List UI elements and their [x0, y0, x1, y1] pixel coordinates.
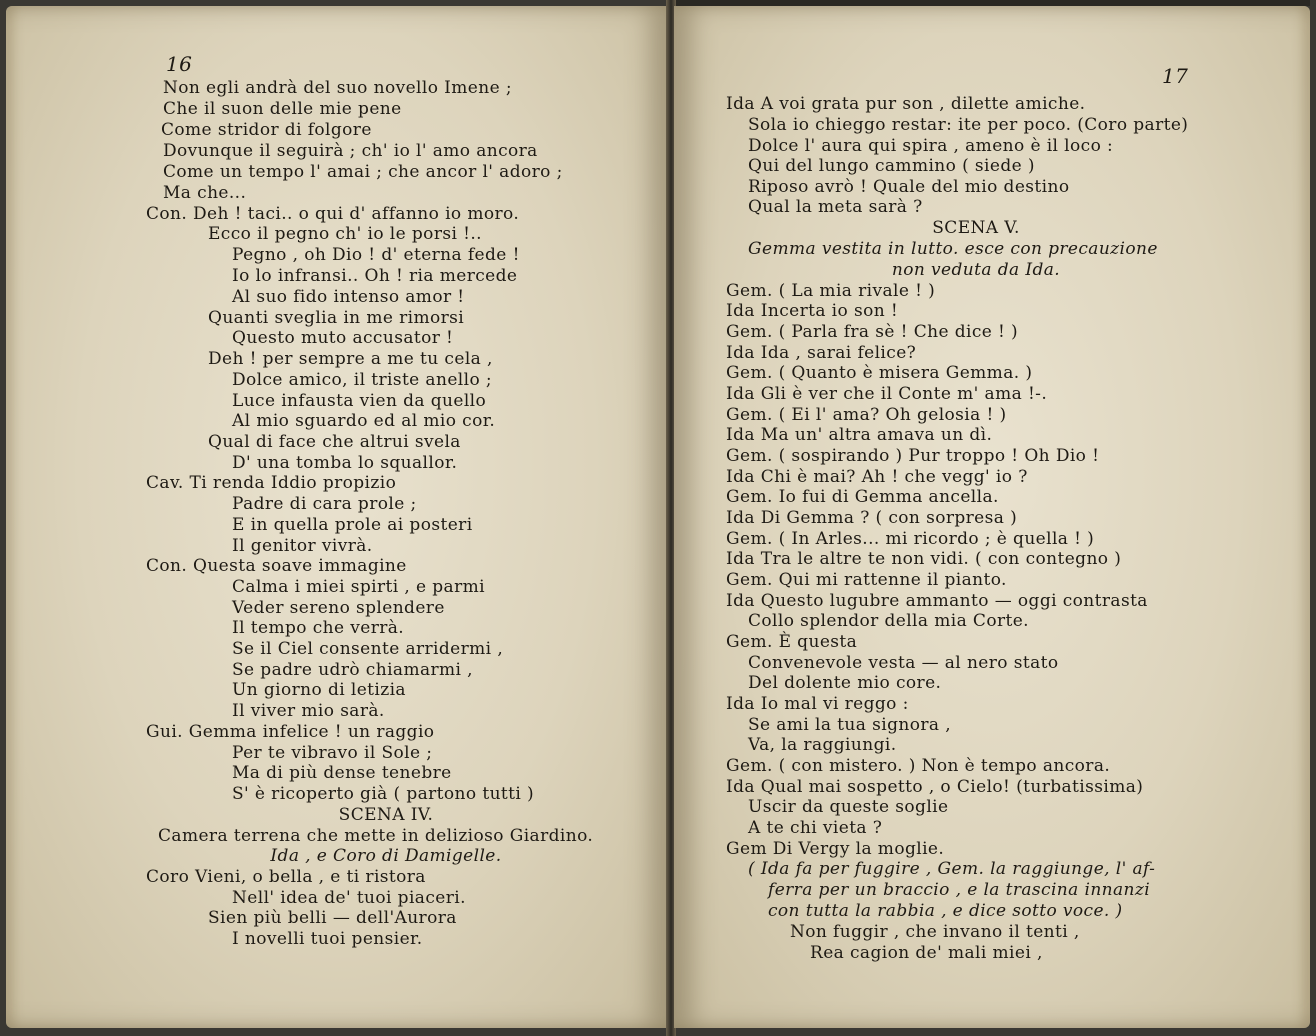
- text-line: Riposo avrò ! Quale del mio destino: [748, 177, 1070, 197]
- stage-direction-line: ferra per un braccio , e la trascina innanzi: [768, 880, 1151, 900]
- text-line: Rea cagion de' mali miei ,: [810, 943, 1043, 963]
- speaker-line: Gem. ( Parla fra sè ! Che dice ! ): [726, 322, 1019, 342]
- stage-direction-line: Gemma vestita in lutto. esce con precauzione: [748, 239, 1158, 259]
- text-line: Pegno , oh Dio ! d' eterna fede !: [232, 245, 520, 265]
- stage-direction-line: con tutta la rabbia , e dice sotto voce. ): [768, 901, 1123, 921]
- speaker-line: Ida Qual mai sospetto , o Cielo! (turbatissima): [726, 777, 1144, 797]
- text-line: Al suo fido intenso amor !: [232, 287, 465, 307]
- text-line: Questo muto accusator !: [232, 328, 454, 348]
- speaker-line: Ida Incerta io son !: [726, 301, 899, 321]
- speaker-line: Gem. Qui mi rattenne il pianto.: [726, 570, 1007, 590]
- text-line: Come stridor di folgore: [161, 120, 372, 140]
- speaker-line: Coro Vieni, o bella , e ti ristora: [146, 867, 426, 887]
- stage-direction-line: Ida , e Coro di Damigelle.: [270, 846, 502, 866]
- speaker-line: Ida Di Gemma ? ( con sorpresa ): [726, 508, 1018, 528]
- speaker-line: Con. Deh ! taci.. o qui d' affanno io moro.: [146, 204, 520, 224]
- text-line: Se il Ciel consente arridermi ,: [232, 639, 504, 659]
- text-line: Nell' idea de' tuoi piaceri.: [232, 888, 466, 908]
- speaker-line: Ida Io mal vi reggo :: [726, 694, 909, 714]
- text-line: Veder sereno splendere: [232, 598, 445, 618]
- scene-heading: SCENA V.: [932, 218, 1020, 238]
- text-line: Ma di più dense tenebre: [232, 763, 452, 783]
- text-line: Se ami la tua signora ,: [748, 715, 951, 735]
- stage-direction-line: Camera terrena che mette in delizioso Giardino.: [158, 826, 594, 846]
- text-line: I novelli tuoi pensier.: [232, 929, 423, 949]
- right-page: [674, 6, 1310, 1028]
- text-line: Dovunque il seguirà ; ch' io l' amo ancora: [163, 141, 538, 161]
- text-line: E in quella prole ai posteri: [232, 515, 473, 535]
- text-line: Che il suon delle mie pene: [163, 99, 402, 119]
- scene-heading: SCENA IV.: [338, 805, 434, 825]
- speaker-line: Con. Questa soave immagine: [146, 556, 407, 576]
- text-line: Non egli andrà del suo novello Imene ;: [163, 78, 513, 98]
- text-line: Al mio sguardo ed al mio cor.: [232, 411, 496, 431]
- text-line: Deh ! per sempre a me tu cela ,: [208, 349, 493, 369]
- text-line: Va, la raggiungi.: [748, 735, 897, 755]
- text-line: Qui del lungo cammino ( siede ): [748, 156, 1035, 176]
- text-line: A te chi vieta ?: [748, 818, 883, 838]
- text-line: D' una tomba lo squallor.: [232, 453, 458, 473]
- text-line: Qual di face che altrui svela: [208, 432, 461, 452]
- speaker-line: Gem. ( Ei l' ama? Oh gelosia ! ): [726, 405, 1007, 425]
- page-number-right: 17: [1162, 64, 1189, 88]
- text-line: Non fuggir , che invano il tenti ,: [790, 922, 1080, 942]
- speaker-line: Ida Gli è ver che il Conte m' ama !-.: [726, 384, 1048, 404]
- speaker-line: Gui. Gemma infelice ! un raggio: [146, 722, 435, 742]
- text-line: Il viver mio sarà.: [232, 701, 385, 721]
- speaker-line: Ida Ma un' altra amava un dì.: [726, 425, 993, 445]
- text-line: Uscir da queste soglie: [748, 797, 949, 817]
- text-line: Ma che...: [163, 183, 247, 203]
- speaker-line: Ida Chi è mai? Ah ! che vegg' io ?: [726, 467, 1028, 487]
- text-line: Padre di cara prole ;: [232, 494, 417, 514]
- text-line: Collo splendor della mia Corte.: [748, 611, 1029, 631]
- speaker-line: Gem. Io fui di Gemma ancella.: [726, 487, 999, 507]
- speaker-line: Gem. ( La mia rivale ! ): [726, 281, 936, 301]
- text-line: Luce infausta vien da quello: [232, 391, 487, 411]
- speaker-line: Gem Di Vergy la moglie.: [726, 839, 945, 859]
- text-line: Come un tempo l' amai ; che ancor l' adoro ;: [163, 162, 563, 182]
- speaker-line: Ida Ida , sarai felice?: [726, 343, 917, 363]
- page-number-left: 16: [166, 52, 193, 76]
- speaker-line: Gem. ( con mistero. ) Non è tempo ancora.: [726, 756, 1111, 776]
- text-line: Se padre udrò chiamarmi ,: [232, 660, 473, 680]
- speaker-line: Ida Tra le altre te non vidi. ( con contegno ): [726, 549, 1122, 569]
- text-line: Un giorno di letizia: [232, 680, 406, 700]
- text-line: Del dolente mio core.: [748, 673, 942, 693]
- left-page: [6, 6, 668, 1028]
- speaker-line: Ida Questo lugubre ammanto — oggi contrasta: [726, 591, 1148, 611]
- text-line: Io lo infransi.. Oh ! ria mercede: [232, 266, 518, 286]
- speaker-line: Gem. È questa: [726, 632, 858, 652]
- text-line: Calma i miei spirti , e parmi: [232, 577, 485, 597]
- text-line: Il tempo che verrà.: [232, 618, 405, 638]
- text-line: Quanti sveglia in me rimorsi: [208, 308, 465, 328]
- speaker-line: Ida A voi grata pur son , dilette amiche.: [726, 94, 1086, 114]
- speaker-line: Gem. ( sospirando ) Pur troppo ! Oh Dio !: [726, 446, 1100, 466]
- stage-direction-line: ( Ida fa per fuggire , Gem. la raggiunge, l' af-: [748, 859, 1156, 879]
- text-line: Qual la meta sarà ?: [748, 197, 923, 217]
- speaker-line: Gem. ( Quanto è misera Gemma. ): [726, 363, 1033, 383]
- text-line: Sola io chieggo restar: ite per poco. (Coro parte): [748, 115, 1189, 135]
- speaker-line: Gem. ( In Arles... mi ricordo ; è quella ! ): [726, 529, 1095, 549]
- text-line: Dolce amico, il triste anello ;: [232, 370, 493, 390]
- text-line: Dolce l' aura qui spira , ameno è il loco :: [748, 136, 1114, 156]
- text-line: Sien più belli — dell'Aurora: [208, 908, 457, 928]
- text-line: Convenevole vesta — al nero stato: [748, 653, 1059, 673]
- stage-direction-line: non veduta da Ida.: [891, 260, 1061, 280]
- stage-direction-line: S' è ricoperto già ( partono tutti ): [232, 784, 535, 804]
- speaker-line: Cav. Ti renda Iddio propizio: [146, 473, 397, 493]
- text-line: Il genitor vivrà.: [232, 536, 373, 556]
- text-line: Ecco il pegno ch' io le porsi !..: [208, 224, 482, 244]
- text-line: Per te vibravo il Sole ;: [232, 743, 433, 763]
